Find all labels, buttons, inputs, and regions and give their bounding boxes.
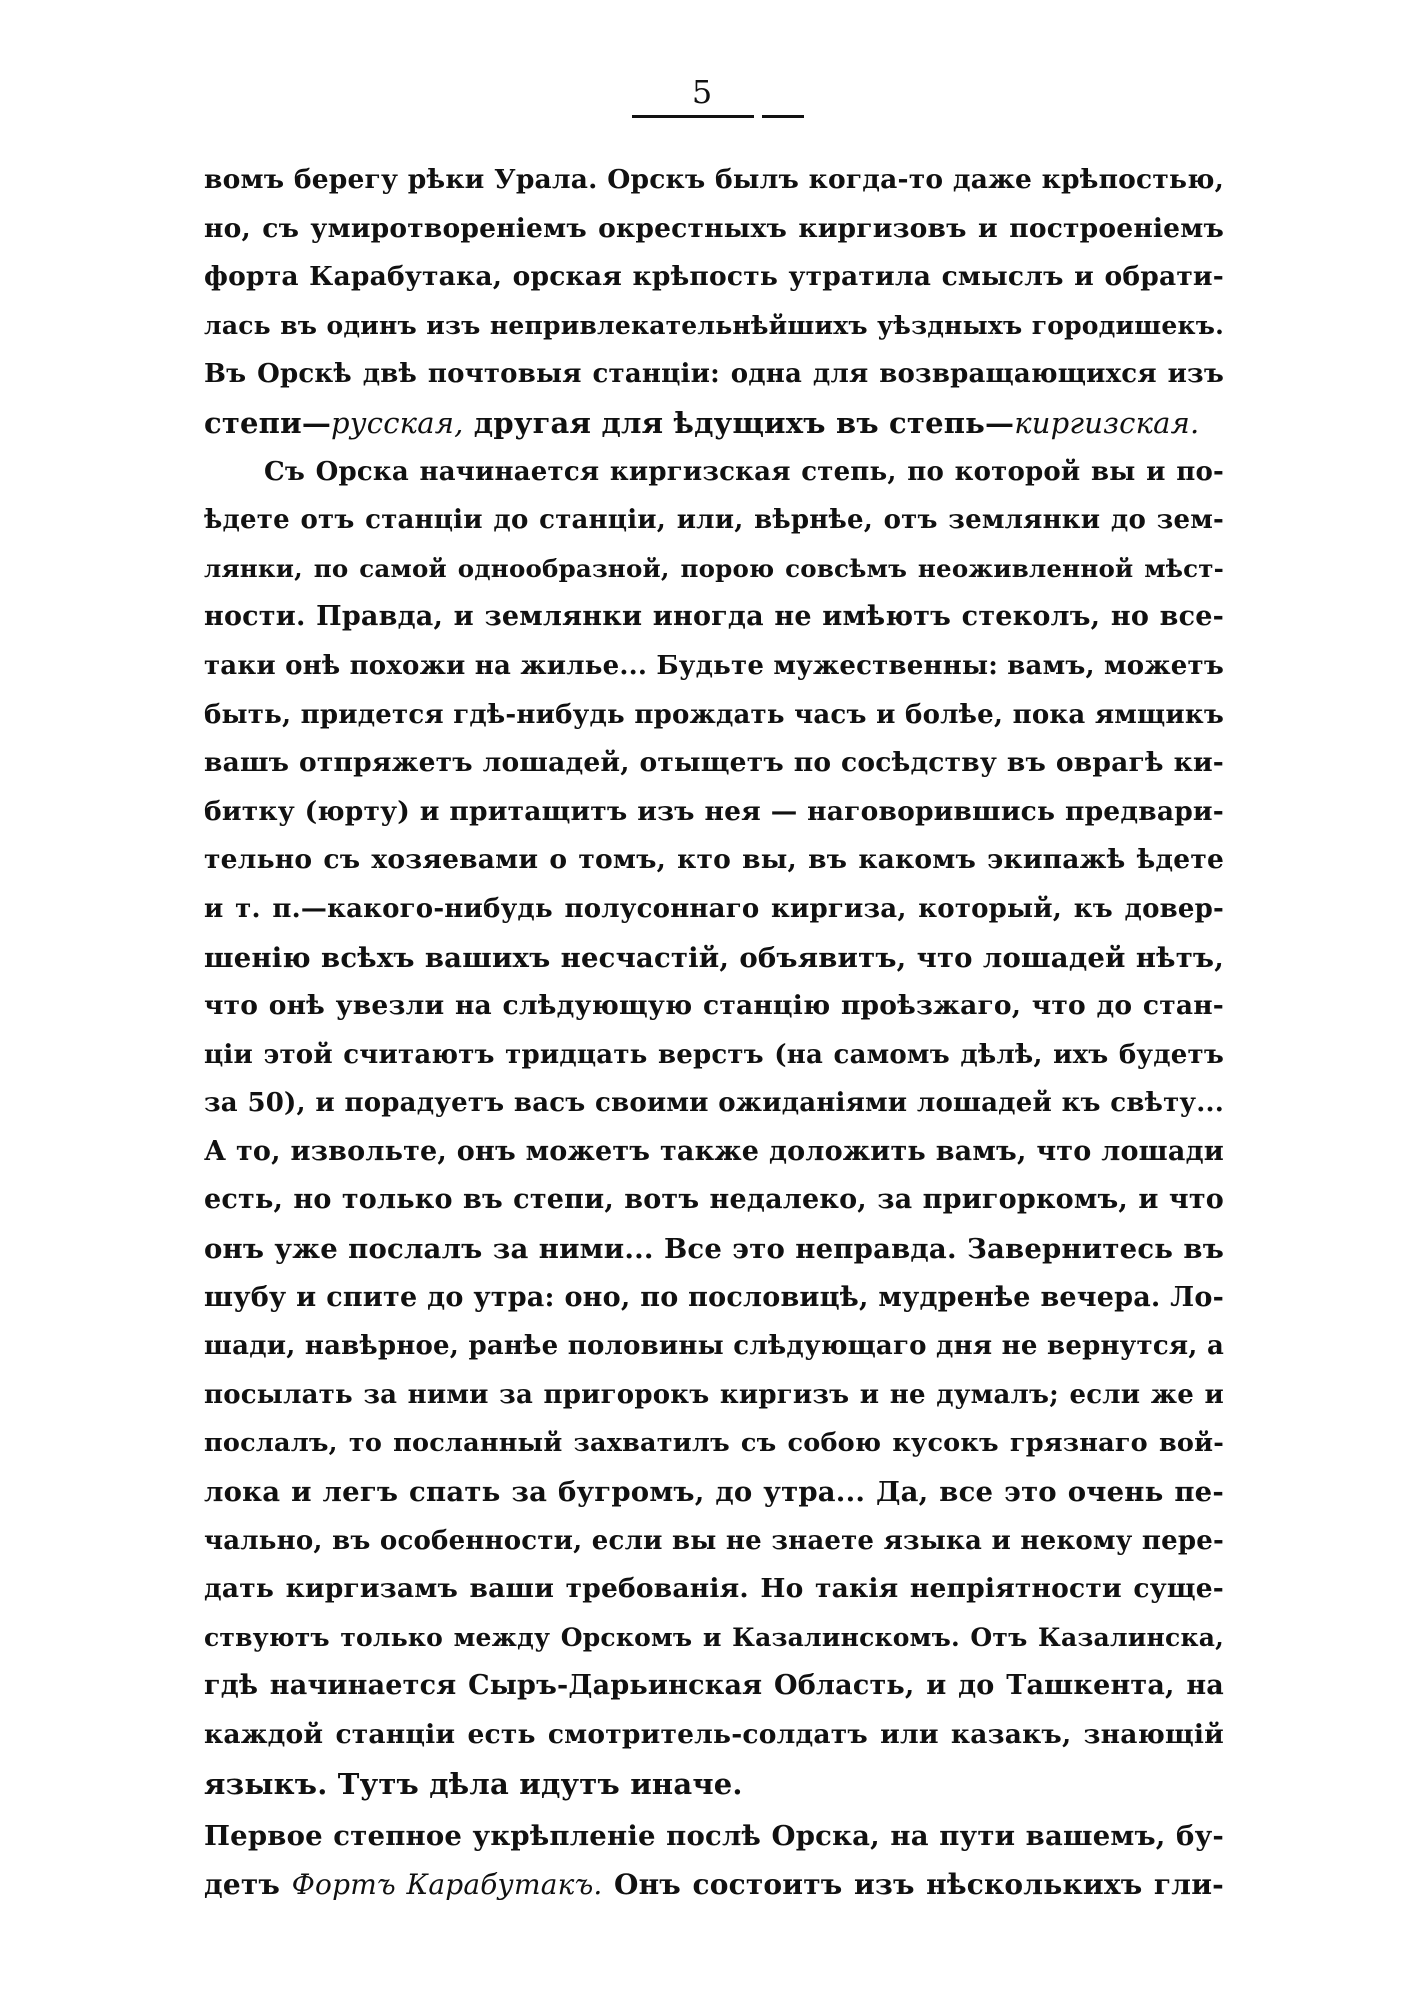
text-line: чально, въ особенности, если вы не знаете языка и некому пере- xyxy=(204,1525,1224,1556)
text-line: онъ уже послалъ за ними... Все это неправда. Завернитесь въ xyxy=(204,1233,1224,1266)
text-line: но, съ умиротвореніемъ окрестныхъ киргизовъ и построеніемъ xyxy=(204,212,1224,244)
text-line: А то, извольте, онъ можетъ также доложить вамъ, что лошади xyxy=(204,1135,1224,1167)
text-line: ствуютъ только между Орскомъ и Казалинскомъ. Отъ Казалинска, xyxy=(204,1622,1224,1652)
italic-run: русская, xyxy=(331,405,464,440)
paragraph xyxy=(204,448,1224,1809)
header-rule-right xyxy=(762,115,804,118)
text-line: шади, навѣрное, ранѣе половины слѣдующаго дня не вернутся, а xyxy=(204,1331,1224,1362)
text-line: лока и легъ спать за бугромъ, до утра... Да, все это очень пе- xyxy=(204,1476,1224,1509)
paragraph xyxy=(204,156,1224,448)
text-line: лась въ одинъ изъ непривлекательнѣйшихъ уѣздныхъ городишекъ. xyxy=(204,310,1224,340)
text-line xyxy=(204,399,1224,448)
text-run: Онъ состоитъ изъ нѣсколькихъ гли- xyxy=(602,1867,1224,1901)
italic-run: Фортъ Карабутакъ. xyxy=(291,1867,603,1901)
text-line: есть, но только въ степи, вотъ недалеко, за пригоркомъ, и что xyxy=(204,1184,1224,1216)
text-line: и т. п.—какого-нибудь полусоннаго киргиза, который, къ довер- xyxy=(204,893,1224,924)
text-line: посылать за ними за пригорокъ киргизъ и не думалъ; если же и xyxy=(204,1379,1224,1410)
text-line: что онѣ увезли на слѣдующую станцію проѣзжаго, что до стан- xyxy=(204,990,1224,1022)
text-line: каждой станціи есть смотритель-солдатъ или казакъ, знающій xyxy=(204,1719,1224,1750)
paragraph xyxy=(204,1812,1224,1909)
text-line: тельно съ хозяевами о томъ, кто вы, въ какомъ экипажѣ ѣдете xyxy=(204,844,1224,876)
text-line: вашъ отпряжетъ лошадей, отыщетъ по сосѣдству въ оврагѣ ки- xyxy=(204,747,1224,779)
text-line: Въ Орскѣ двѣ почтовыя станціи: одна для возвращающихся изъ xyxy=(204,359,1224,390)
text-line: лянки, по самой однообразной, порою совсѣмъ неоживленной мѣст- xyxy=(204,553,1224,583)
text-line: Первое степное укрѣпленіе послѣ Орска, на пути вашемъ, бу- xyxy=(204,1820,1224,1853)
text-line: форта Карабутака, орская крѣпость утратила смыслъ и обрати- xyxy=(204,261,1224,293)
text-line: быть, придется гдѣ-нибудь прождать часъ и болѣе, пока ямщикъ xyxy=(204,699,1224,730)
text-line: ности. Правда, и землянки иногда не имѣютъ стеколъ, но все- xyxy=(204,601,1224,633)
text-line: послалъ, то посланный захватилъ съ собою кусокъ грязнаго вой- xyxy=(204,1428,1224,1459)
text-line: вомъ берегу рѣки Урала. Орскъ былъ когда-то даже крѣпостью, xyxy=(204,164,1224,195)
text-line: гдѣ начинается Сыръ-Дарьинская Область, и до Ташкента, на xyxy=(204,1670,1224,1702)
text-line: ціи этой считаютъ тридцать верстъ (на самомъ дѣлѣ, ихъ будетъ xyxy=(204,1039,1224,1070)
body-text xyxy=(204,156,1224,1909)
text-line: ѣдете отъ станціи до станціи, или, вѣрнѣе, отъ землянки до зем- xyxy=(204,505,1224,536)
text-line: таки онѣ похожи на жилье... Будьте мужественны: вамъ, можетъ xyxy=(204,650,1224,681)
page-number: 5 xyxy=(691,73,713,111)
text-line: битку (юрту) и притащитъ изъ нея — наговорившись предвари- xyxy=(204,795,1224,827)
text-line: шенію всѣхъ вашихъ несчастій, объявитъ, что лошадей нѣтъ, xyxy=(204,941,1224,974)
text-line: дать киргизамъ ваши требованія. Но такія непріятности суще- xyxy=(204,1573,1224,1605)
italic-run: киргизская. xyxy=(1014,405,1200,440)
text-line: за 50), и порадуетъ васъ своими ожиданіями лошадей къ свѣту... xyxy=(204,1088,1224,1119)
header-rule-left xyxy=(632,115,754,118)
text-line: языкъ. Тутъ дѣла идутъ иначе. xyxy=(204,1766,743,1801)
text-line xyxy=(204,1861,1224,1910)
text-run: степи— xyxy=(204,405,332,440)
text-run: другая для ѣдущихъ въ степь— xyxy=(463,405,1015,440)
text-run: детъ xyxy=(204,1867,292,1901)
text-line: шубу и спите до утра: оно, по пословицѣ, мудренѣе вечера. Ло- xyxy=(204,1281,1224,1313)
text-line: Съ Орска начинается киргизская степь, по которой вы и по- xyxy=(264,456,1224,487)
